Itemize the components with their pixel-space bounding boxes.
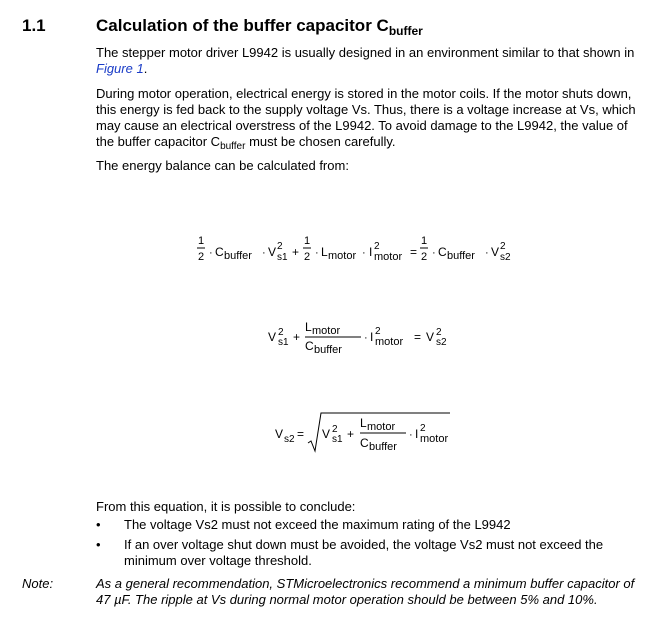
eq1-s2: s2 xyxy=(500,252,511,263)
eq1-frac2-num: 1 xyxy=(303,235,311,247)
eq1-dot1: · xyxy=(209,247,213,259)
section-number: 1.1 xyxy=(22,16,46,35)
bullet-icon: • xyxy=(96,517,101,532)
paragraph-conclude: From this equation, it is possible to conclude: xyxy=(96,499,356,514)
eq2-buffer: buffer xyxy=(314,344,342,356)
eq1-frac3-den: 2 xyxy=(420,251,428,263)
eq3-V1: V xyxy=(322,427,331,441)
note-label: Note: xyxy=(22,576,54,591)
eq1-L: L xyxy=(321,245,328,259)
eq3-dot: · xyxy=(409,429,413,441)
eq1-frac1-den: 2 xyxy=(197,251,205,263)
para2-sub: buffer xyxy=(220,141,246,152)
eq2-L: L xyxy=(305,320,312,334)
eq2-C: C xyxy=(305,339,314,353)
eq2-I: I xyxy=(370,330,374,344)
eq1-dot5: · xyxy=(432,247,436,259)
paragraph-energy xyxy=(96,86,641,150)
equation-vs2-root xyxy=(275,405,460,455)
eq1-frac3-num: 1 xyxy=(420,235,428,247)
section-title xyxy=(96,16,423,38)
eq3-sq1: 2 xyxy=(332,424,338,435)
eq1-motor1: motor xyxy=(328,250,357,262)
conclusion-list xyxy=(96,517,641,573)
eq3-buffer: buffer xyxy=(369,441,397,453)
eq2-dot: · xyxy=(364,332,368,344)
eq3-s2: s2 xyxy=(284,434,295,445)
note-text: As a general recommendation, STMicroelectronics recommend a minimum buffer capacitor of 47 µF. The ripple at Vs during normal motor operation should be between 5% and 10%. xyxy=(96,576,635,607)
eq3-plus: + xyxy=(347,427,355,441)
eq2-plus: + xyxy=(293,330,301,344)
eq3-motor1: motor xyxy=(367,421,396,433)
eq2-equals: = xyxy=(414,330,422,344)
para2-before: During motor operation, electrical energy is stored in the motor coils. If the motor shuts down, this energy is fed back to the supply voltage Vs. Thus, there is a voltage increase at Vs, which may cause an electrical overstress of the L9942. To avoid damage to the L9942, the value of the buffer capacitor C xyxy=(96,86,636,149)
equation-energy-balance xyxy=(195,232,535,272)
eq2-sq3: 2 xyxy=(436,327,442,338)
list-item-text: The voltage Vs2 must not exceed the maximum rating of the L9942 xyxy=(124,517,511,532)
eq3-motor2: motor xyxy=(420,433,449,445)
eq1-C2: C xyxy=(438,245,447,259)
para1-after: . xyxy=(143,61,148,76)
eq1-V1: V xyxy=(268,245,277,259)
eq1-C1: C xyxy=(215,245,224,259)
list-item-text: If an over voltage shut down must be avoided, the voltage Vs2 must not exceed the minimum over voltage threshold. xyxy=(124,537,604,568)
eq1-V2: V xyxy=(491,245,500,259)
eq2-s1: s1 xyxy=(278,337,289,348)
section-title-sub: buffer xyxy=(388,24,423,38)
eq3-equals: = xyxy=(297,427,305,441)
eq2-motor2: motor xyxy=(375,336,404,348)
eq1-sq1: 2 xyxy=(277,241,283,252)
paragraph-intro xyxy=(96,45,641,77)
eq1-buffer1: buffer xyxy=(224,250,252,262)
list-item xyxy=(96,537,641,569)
eq2-V1: V xyxy=(268,330,277,344)
eq1-plus: + xyxy=(292,245,300,259)
eq3-L: L xyxy=(360,416,367,430)
eq3-sq2: 2 xyxy=(420,423,426,434)
eq1-frac2-den: 2 xyxy=(303,251,311,263)
eq1-sq3: 2 xyxy=(500,241,506,252)
para1-before: The stepper motor driver L9942 is usually designed in an environment similar to that shown in xyxy=(96,45,635,60)
eq2-s2: s2 xyxy=(436,337,447,348)
eq3-C: C xyxy=(360,436,369,450)
eq2-sq1: 2 xyxy=(278,327,284,338)
para2-after: must be chosen carefully. xyxy=(245,134,396,149)
eq2-motor1: motor xyxy=(312,325,341,337)
eq3-I: I xyxy=(415,427,419,441)
eq1-equals: = xyxy=(410,245,418,259)
figure-1-link[interactable]: Figure 1 xyxy=(96,61,144,76)
eq1-buffer2: buffer xyxy=(447,250,475,262)
paragraph-balance: The energy balance can be calculated from: xyxy=(96,158,349,173)
eq1-dot3: · xyxy=(315,247,319,259)
equation-vs2-squared xyxy=(268,315,468,360)
eq1-s1: s1 xyxy=(277,252,288,263)
eq1-motor2: motor xyxy=(374,251,403,263)
eq3-s1: s1 xyxy=(332,434,343,445)
bullet-icon: • xyxy=(96,537,101,552)
eq1-sq2: 2 xyxy=(374,241,380,252)
eq1-dot4: · xyxy=(362,247,366,259)
eq2-sq2: 2 xyxy=(375,326,381,337)
list-item xyxy=(96,517,641,533)
eq1-I: I xyxy=(369,245,373,259)
eq1-dot6: · xyxy=(485,247,489,259)
eq1-dot2: · xyxy=(262,247,266,259)
eq1-frac1-num: 1 xyxy=(197,235,205,247)
section-title-main: Calculation of the buffer capacitor C xyxy=(96,16,389,35)
eq3-V: V xyxy=(275,427,284,441)
eq2-V2: V xyxy=(426,330,435,344)
